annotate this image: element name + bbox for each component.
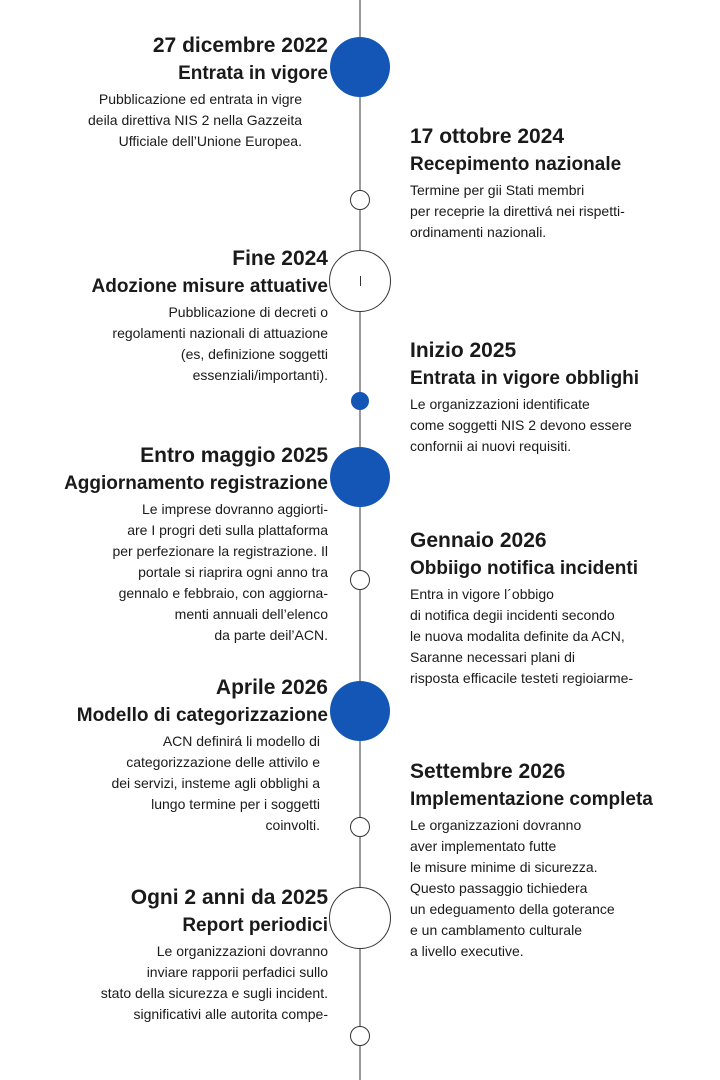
- timeline-event: [410, 124, 710, 243]
- timeline-event: [28, 246, 328, 386]
- event-title: Entrata in vigore: [178, 63, 328, 84]
- event-title: Aggiornamento registrazione: [64, 473, 328, 494]
- event-description: Le organizzazioni dovranno aver implementato futte le misure minime di sicurezza. Questo passaggio tichiedera un edeguamento della goterance e un camblamento culturale a livello executive.: [410, 817, 615, 959]
- event-date: 17 ottobre 2024: [410, 125, 565, 148]
- event-date: Settembre 2026: [410, 760, 566, 783]
- event-description: Le imprese dovranno aggiorti- are I progri deti sulla plattaforma per perfezionare la registrazione. Il portale si riaprira ogni anno tra gennalo e febbraio, con aggiorna- menti annuali dell’elenco da parte deil’ACN.: [112, 501, 328, 643]
- timeline-event: [410, 759, 710, 962]
- timeline-node-8: [350, 817, 370, 837]
- event-description: Entra in vigore l´obbigo di notifica degii incidenti secondo le nuova modalita definite da ACN, Saranne necessari plani di risposta efficacile testeti regioiarme-: [410, 586, 634, 686]
- timeline-node-4: [351, 392, 369, 410]
- timeline-node-2: [350, 190, 370, 210]
- timeline-node-end: [350, 1026, 370, 1046]
- event-title: Recepimento nazionale: [410, 154, 622, 175]
- timeline-node-3: [329, 250, 391, 312]
- event-date: 27 dicembre 2022: [152, 34, 328, 57]
- timeline-event: [28, 675, 328, 836]
- timeline-node-5: [330, 447, 390, 507]
- timeline-event: [28, 33, 328, 152]
- timeline-node-7: [330, 681, 390, 741]
- event-description: ACN definirá li modello di categorizzazione delle attivilo e dei servizi, insteme agli obblighi a lungo termine per i soggetti coinvolti.: [111, 733, 320, 833]
- event-title: Obbiigo notifica incidenti: [410, 558, 638, 579]
- timeline-event: [410, 528, 710, 689]
- event-description: Le organizzazioni dovranno inviare rapporii perfadici sullo stato della sicurezza e sugli incident. significativi alle autorita compe-: [100, 943, 328, 1022]
- event-title: Modello di categorizzazione: [76, 705, 328, 726]
- timeline-event: [410, 338, 710, 457]
- event-description: Pubblicazione ed entrata in vigre deila direttiva NIS 2 nella Gazzeita Ufficiale dell’Unione Europea.: [88, 91, 302, 149]
- event-description: Pubblicazione di decreti o regolamenti nazionali di attuazione (es, definizione soggetti essenziali/importanti).: [112, 304, 328, 383]
- event-date: Inizio 2025: [410, 339, 517, 362]
- timeline-node-9: [329, 887, 391, 949]
- event-description: Termine per gii Stati membri per receprie la direttivá nei rispetti- ordinamenti nazionali.: [410, 182, 625, 240]
- timeline-event: [28, 885, 328, 1025]
- event-date: Fine 2024: [232, 247, 328, 270]
- timeline-event: [28, 443, 328, 646]
- tick-mark-icon: [360, 276, 361, 286]
- event-title: Adozione misure attuative: [91, 276, 328, 297]
- timeline-node-1: [330, 37, 390, 97]
- event-date: Gennaio 2026: [410, 529, 547, 552]
- event-date: Entro maggio 2025: [140, 444, 328, 467]
- event-title: Entrata in vigore obblighi: [410, 368, 640, 389]
- event-title: Implementazione completa: [410, 789, 653, 810]
- timeline-node-6: [350, 570, 370, 590]
- event-title: Report periodici: [182, 915, 328, 936]
- event-description: Le organizzazioni identificate come soggetti NIS 2 devono essere confornii ai nuovi requisiti.: [410, 396, 632, 454]
- event-date: Aprile 2026: [215, 676, 328, 699]
- event-date: Ogni 2 anni da 2025: [130, 886, 328, 909]
